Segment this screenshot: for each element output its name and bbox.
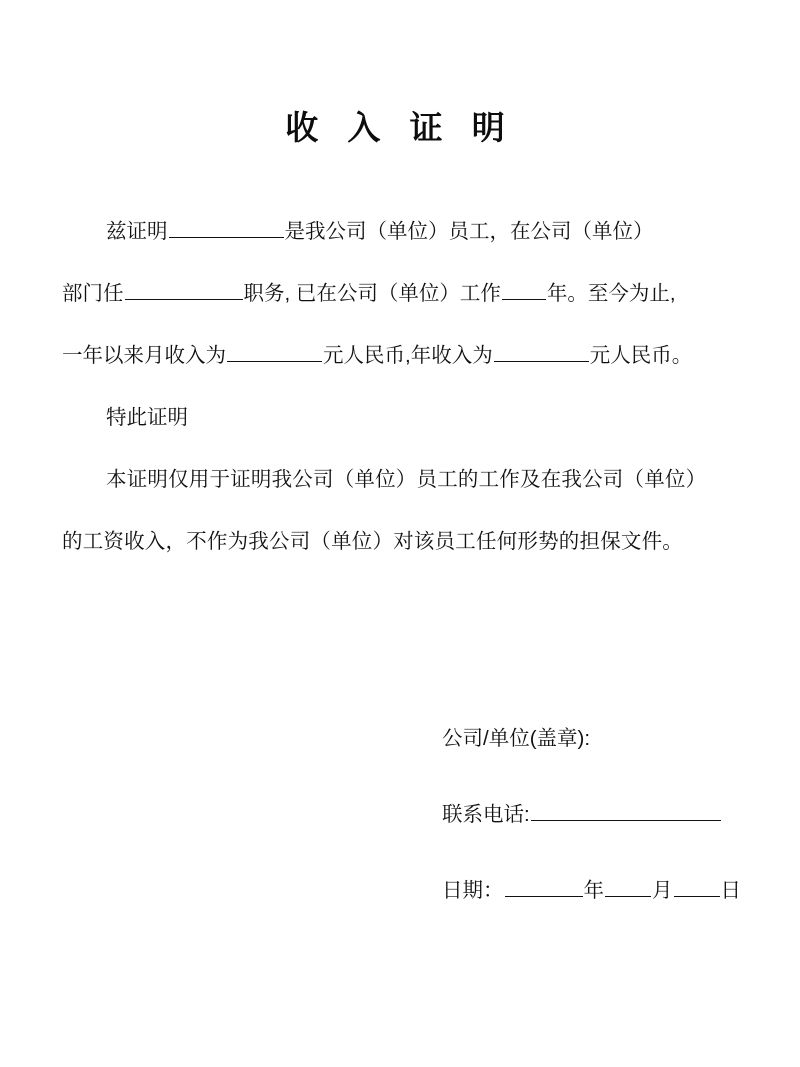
- company-seal-line: 公司/单位(盖章):: [442, 727, 591, 750]
- page-title: 收 入 证 明: [285, 109, 515, 146]
- annual-income-blank[interactable]: [494, 340, 589, 362]
- paragraph-1-text-b: 是我公司（单位）员工，在公司（单位）: [284, 220, 654, 243]
- paragraph-4: 特此证明: [106, 406, 188, 429]
- paragraph-5: 本证明仅用于证明我公司（单位）员工的工作及在我公司（单位）: [106, 468, 707, 491]
- paragraph-1: [62, 201, 738, 263]
- contact-phone-line: [442, 777, 738, 853]
- paragraph-1-text-a: 兹证明: [106, 220, 168, 243]
- date-year-unit: 年: [583, 879, 604, 902]
- paragraph-2: [62, 263, 738, 325]
- content-spacer: [62, 573, 738, 701]
- paragraph-2-text-c: 年。至今为止,: [546, 282, 676, 305]
- date-month-unit: 月: [652, 879, 673, 902]
- paragraph-2-text-b: 职务, 已在公司（单位）工作: [243, 282, 501, 305]
- years-worked-blank[interactable]: [502, 278, 546, 300]
- signature-block: [442, 701, 741, 929]
- paragraph-3-text-c: 元人民币。: [589, 344, 693, 367]
- contact-phone-blank[interactable]: [531, 799, 721, 821]
- date-day-blank[interactable]: [674, 875, 720, 897]
- date-year-blank[interactable]: [505, 875, 583, 897]
- paragraph-3-text-b: 元人民币,年收入为: [323, 344, 493, 367]
- contact-phone-label: 联系电话:: [442, 803, 530, 826]
- employee-name-blank[interactable]: [169, 216, 284, 238]
- date-line: [442, 853, 741, 929]
- paragraph-6: 的工资收入，不作为我公司（单位）对该员工任何形势的担保文件。: [62, 530, 683, 553]
- paragraph-3: [62, 325, 738, 387]
- department-blank[interactable]: [125, 278, 243, 300]
- paragraph-3-text-a: 一年以来月收入为: [62, 344, 226, 367]
- date-day-unit: 日: [720, 879, 741, 902]
- paragraph-2-text-a: 部门任: [62, 282, 124, 305]
- document-body: [62, 201, 738, 573]
- monthly-income-blank[interactable]: [227, 340, 322, 362]
- date-month-blank[interactable]: [605, 875, 651, 897]
- date-label: 日期：: [442, 879, 504, 902]
